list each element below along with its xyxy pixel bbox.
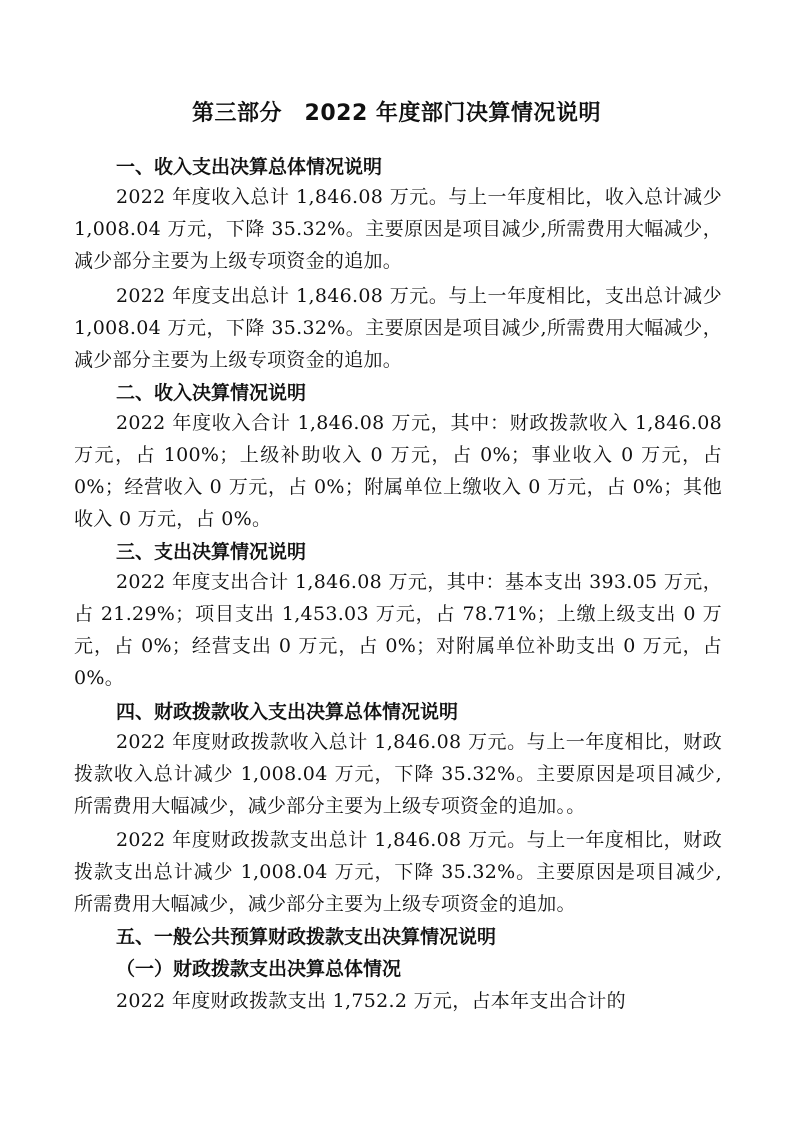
paragraph-income-detail: 2022 年度收入合计 1,846.08 万元，其中：财政拨款收入 1,846.08 万元，占 100%；上级补助收入 0 万元，占 0%；事业收入 0 万元，占 0%；经营收入 0 万元，占 0%；附属单位上缴收入 0 万元，占 0%；其他收入 0 万元，占 0%。: [74, 412, 722, 530]
paragraph-expense-total: 2022 年度支出总计 1,846.08 万元。与上一年度相比，支出总计减少 1,008.04 万元，下降 35.32%。主要原因是项目减少,所需费用大幅减少，减少部分主要为上级专项资金的追加。: [74, 285, 722, 371]
paragraph-income-total: 2022 年度收入总计 1,846.08 万元。与上一年度相比，收入总计减少 1,008.04 万元，下降 35.32%。主要原因是项目减少,所需费用大幅减少，减少部分主要为上级专项资金的追加。: [74, 186, 722, 272]
page-title: 第三部分 2022 年度部门决算情况说明: [192, 101, 601, 126]
section-heading-1: 一、收入支出决算总体情况说明: [116, 156, 383, 178]
paragraph-fiscal-expense: 2022 年度财政拨款支出总计 1,846.08 万元。与上一年度相比，财政拨款支出总计减少 1,008.04 万元，下降 35.32%。主要原因是项目减少,所需费用大幅减少，减少部分主要为上级专项资金的追加。: [74, 829, 722, 915]
section-heading-2: 二、收入决算情况说明: [116, 382, 307, 404]
subsection-heading-5-1: （一）财政拨款支出决算总体情况: [116, 958, 402, 980]
section-heading-3: 三、支出决算情况说明: [116, 541, 307, 563]
paragraph-fiscal-income: 2022 年度财政拨款收入总计 1,846.08 万元。与上一年度相比，财政拨款收入总计减少 1,008.04 万元，下降 35.32%。主要原因是项目减少,所需费用大幅减少，减少部分主要为上级专项资金的追加。。: [74, 731, 722, 817]
section-heading-4: 四、财政拨款收入支出决算总体情况说明: [116, 701, 459, 723]
paragraph-expense-detail: 2022 年度支出合计 1,846.08 万元，其中：基本支出 393.05 万元，占 21.29%；项目支出 1,453.03 万元，占 78.71%；上缴上级支出 0 万元，占 0%；经营支出 0 万元，占 0%；对附属单位补助支出 0 万元，占 0%。: [74, 571, 722, 689]
paragraph-general-budget: 2022 年度财政拨款支出 1,752.2 万元，占本年支出合计的: [116, 990, 626, 1012]
section-heading-5: 五、一般公共预算财政拨款支出决算情况说明: [116, 926, 497, 948]
